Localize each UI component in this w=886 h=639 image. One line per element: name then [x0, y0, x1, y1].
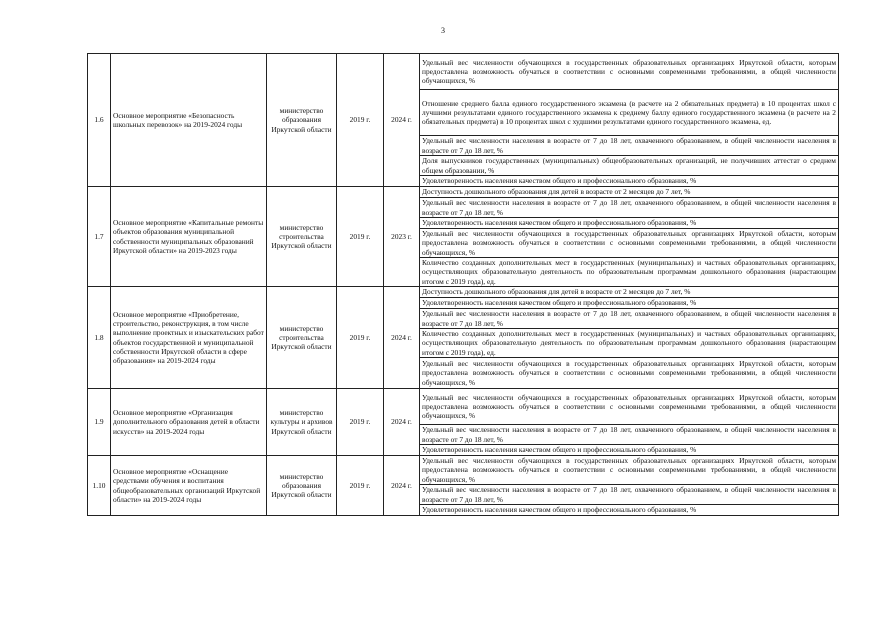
row-number: 1.7 — [88, 187, 111, 287]
indicator-cell: Количество созданных дополнительных мест в государственных (муниципальных) и частных образовательных организациях, осуществляющих образовательную деятельность по образовательным программам дошкольного образования (нарастающим итогом с 2019 года), ед. — [420, 258, 839, 287]
indicator-cell: Удельный вес численности населения в возрасте от 7 до 18 лет, охваченного образованием, в общей численности населения в возрасте от 7 до 18 лет, % — [420, 198, 839, 218]
activity-title: Основное мероприятие «Организация дополнительного образования детей в области искусств» на 2019-2024 годы — [111, 389, 267, 456]
row-number: 1.6 — [88, 54, 111, 187]
indicator-cell: Отношение среднего балла единого государственного экзамена (в расчете на 2 обязательных предмета) в 10 процентах школ с лучшими результатами единого государственного экзамена к среднему баллу единого государственного экзамена (в расчете на 2 обязательных предмета) в 10 процентах школ с худшими результатами единого государственного экзамена, ед. — [420, 90, 839, 136]
responsible-executor: министерство образования Иркутской области — [267, 54, 337, 187]
indicator-cell: Удельный вес численности обучающихся в государственных образовательных организациях Иркутской области, которым предоставлена возможность обучаться в соответствии с основными современными требованиями, в общей численности обучающихся, % — [420, 358, 839, 389]
row-number: 1.8 — [88, 287, 111, 389]
indicator-cell: Количество созданных дополнительных мест в государственных (муниципальных) и частных образовательных организациях, осуществляющих образовательную деятельность по образовательным программам дошкольного образования (нарастающим итогом с 2019 года), ед. — [420, 329, 839, 358]
indicator-cell: Удельный вес численности обучающихся в государственных образовательных организациях Иркутской области, которым предоставлена возможность обучаться в соответствии с основными современными требованиями, в общей численности обучающихся, % — [420, 54, 839, 90]
end-year: 2024 г. — [384, 456, 420, 516]
end-year: 2023 г. — [384, 187, 420, 287]
indicator-cell: Доступность дошкольного образования для детей в возрасте от 2 месяцев до 7 лет, % — [420, 287, 839, 298]
end-year: 2024 г. — [384, 287, 420, 389]
start-year: 2019 г. — [337, 287, 384, 389]
indicator-cell: Удельный вес численности обучающихся в государственных образовательных организациях Иркутской области, которым предоставлена возможность обучаться в соответствии с основными современными требованиями, в общей численности обучающихся, % — [420, 229, 839, 258]
table-row — [88, 456, 839, 485]
activity-title: Основное мероприятие «Оснащение средствами обучения и воспитания общеобразовательных организаций Иркутской области» на 2019-2024 годы — [111, 456, 267, 516]
indicator-cell: Удельный вес численности населения в возрасте от 7 до 18 лет, охваченного образованием, в общей численности населения в возрасте от 7 до 18 лет, % — [420, 485, 839, 505]
indicator-cell: Удельный вес численности населения в возрасте от 7 до 18 лет, охваченного образованием, в общей численности населения в возрасте от 7 до 18 лет, % — [420, 425, 839, 445]
responsible-executor: министерство образования Иркутской области — [267, 456, 337, 516]
indicator-cell: Удовлетворенность населения качеством общего и профессионального образования, % — [420, 218, 839, 229]
end-year: 2024 г. — [384, 54, 420, 187]
indicator-cell: Удовлетворенность населения качеством общего и профессионального образования, % — [420, 298, 839, 309]
table-row — [88, 389, 839, 425]
start-year: 2019 г. — [337, 456, 384, 516]
indicator-cell: Удовлетворенность населения качеством общего и профессионального образования, % — [420, 505, 839, 516]
page-number: 3 — [441, 26, 445, 35]
responsible-executor: министерство строительства Иркутской области — [267, 187, 337, 287]
activity-title: Основное мероприятие «Приобретение, строительство, реконструкция, в том числе выполнение проектных и изыскательских работ объектов государственной и муниципальной собственности Иркутской области в сфере образования» на 2019-2024 годы — [111, 287, 267, 389]
indicator-cell: Удовлетворенность населения качеством общего и профессионального образования, % — [420, 176, 839, 187]
indicator-cell: Удельный вес численности обучающихся в государственных образовательных организациях Иркутской области, которым предоставлена возможность обучаться в соответствии с основными современными требованиями, в общей численности обучающихся, % — [420, 389, 839, 425]
indicator-cell: Удельный вес численности населения в возрасте от 7 до 18 лет, охваченного образованием, в общей численности населения в возрасте от 7 до 18 лет, % — [420, 136, 839, 156]
indicator-cell: Удельный вес численности населения в возрасте от 7 до 18 лет, охваченного образованием, в общей численности населения в возрасте от 7 до 18 лет, % — [420, 309, 839, 329]
indicator-cell: Удовлетворенность населения качеством общего и профессионального образования, % — [420, 445, 839, 456]
table-row — [88, 187, 839, 198]
indicator-cell: Удельный вес численности обучающихся в государственных образовательных организациях Иркутской области, которым предоставлена возможность обучаться в соответствии с основными современными требованиями, в общей численности обучающихся, % — [420, 456, 839, 485]
start-year: 2019 г. — [337, 389, 384, 456]
row-number: 1.10 — [88, 456, 111, 516]
start-year: 2019 г. — [337, 54, 384, 187]
row-number: 1.9 — [88, 389, 111, 456]
responsible-executor: министерство строительства Иркутской области — [267, 287, 337, 389]
activity-title: Основное мероприятие «Безопасность школьных перевозок» на 2019-2024 годы — [111, 54, 267, 187]
indicator-cell: Доступность дошкольного образования для детей в возрасте от 2 месяцев до 7 лет, % — [420, 187, 839, 198]
end-year: 2024 г. — [384, 389, 420, 456]
table-row — [88, 54, 839, 90]
program-activities-table — [87, 53, 839, 516]
activity-title: Основное мероприятие «Капитальные ремонты объектов образования муниципальной собственности муниципальных образований Иркутской области» на 2019-2023 годы — [111, 187, 267, 287]
table-row — [88, 287, 839, 298]
responsible-executor: министерство культуры и архивов Иркутской области — [267, 389, 337, 456]
indicator-cell: Доля выпускников государственных (муниципальных) общеобразовательных организаций, не получивших аттестат о среднем общем образовании, % — [420, 156, 839, 176]
start-year: 2019 г. — [337, 187, 384, 287]
